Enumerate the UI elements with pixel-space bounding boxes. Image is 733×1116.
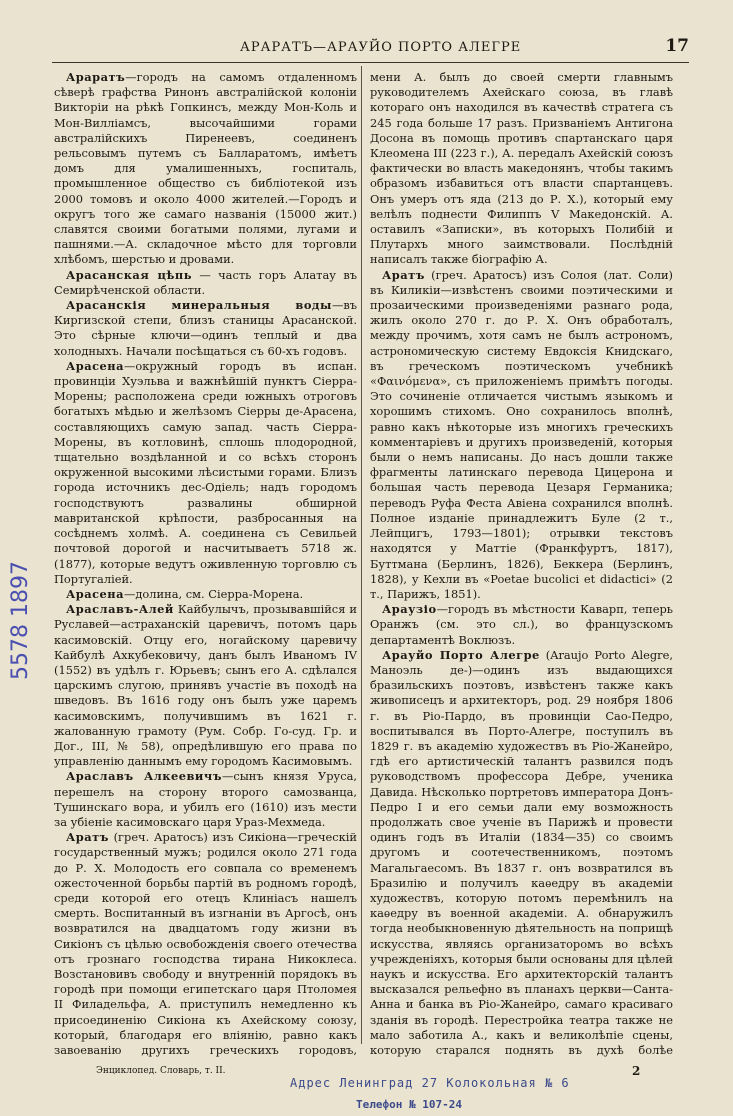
address-stamp: Адрес Ленинград 27 Колокольная № 6 [290,1076,570,1090]
column-divider [361,66,362,1044]
left-column [54,70,357,1058]
entry-text: —городъ на самомъ отдаленномъ сѣверѣ графства Ринонъ австралійской колоніи Викторіи на рѣкѣ Гопкинсъ, между Мон-Коль и Мон-Вилліамсъ, высочайшими горами австралійскихъ Пиренеевъ, соединенъ рельсовымъ путемъ съ Балларатомъ, имѣетъ домъ для умалишенныхъ, госпиталь, промышленное общество съ библіотекой изъ 2000 томовъ и около 4000 жителей.—Городъ и округъ того же самаго названія (15000 жит.) славятся своими богатыми полями, лугами и пашнями.—А. складочное мѣсто для торговли хлѣбомъ, шерстью и дровами. [54,70,357,267]
page-number: 17 [665,36,689,56]
footer-signature: Энциклопед. Словарь, т. II. [96,1066,226,1076]
entry-paragraph [54,587,357,602]
entry-paragraph [54,70,357,268]
entry-headword: Арасанская цѣпь [66,267,192,282]
phone-stamp: Телефон № 107-24 [356,1098,462,1111]
margin-note-text: 5578 1897 [8,561,33,680]
entry-text: —сынъ князя Уруса, перешелъ на сторону второго самозванца, Тушинскаго вора, и убилъ его (1610) изъ мести за убіеніе касимовскаго царя Ураз-Мехмеда. [54,769,357,829]
sheet-number: 2 [632,1064,641,1078]
entry-text: —долина, см. Сіерра-Морена. [124,586,304,601]
entry-headword: Арасена [66,358,125,373]
entry-text: — часть горъ Алатау въ Семирѣченской области. [54,267,357,297]
entry-headword: Араратъ [66,70,126,84]
entry-paragraph [54,298,357,359]
entry-text: Кайбулычъ, прозывавшійся и Руславей—астраханскій царевичъ, потомъ царь касимовскій. Отцу его, ногайскому царевичу Кайбулѣ Ахкубековичу, данъ былъ Иваномъ IV (1552) въ удѣлъ г. Юрьевъ; сынъ его А. сдѣлался царскимъ слугою, принявъ участіе въ походѣ на шведовъ. Въ 1616 году онъ былъ уже царемъ касимовскимъ, получившимъ въ 1621 г. жалованную грамоту (Рум. Собр. Го-суд. Гр. и Дог., III, № 58), опредѣлившую его права по управленію даннымъ ему городомъ Касимовымъ. [54,602,357,769]
entry-paragraph [370,648,673,1058]
entry-paragraph [54,830,357,1058]
entry-headword: Арасена [66,586,125,601]
entry-text: (греч. Аратосъ) изъ Солоя (лат. Соли) въ Киликіи—извѣстенъ своими поэтическими и прозаическими произведеніями разнаго рода, жилъ около 270 г. до Р. Х. Онъ обработалъ, между прочимъ, хотя самъ не былъ астрономъ, астрономическую систему Евдоксія Книдскаго, въ греческомъ поэтическомъ учебникѣ «Φαινόμενα», съ приложеніемъ примѣтъ погоды. Это сочиненіе отличается чистымъ языкомъ и хорошимъ стихомъ. Оно сохранилось вполнѣ, равно какъ нѣкоторые изъ многихъ греческихъ комментаріевъ и другихъ произведеній, которыя были о немъ написаны. До насъ дошли также фрагменты латинскаго перевода Цицерона и большая часть перевода Цезаря Германика; переводъ Руфа Феста Авіена сохранился вполнѣ. Полное изданіе принадлежитъ Буле (2 т., Лейпцигъ, 1793—1801); отрывки текстовъ находятся у Маттіе (Франкфуртъ, 1817), Буттмана (Берлинъ, 1826), Беккера (Берлинъ, 1828), у Кехли въ «Poetae bucolici et didactici» (2 т., Парижъ, 1851). [370,267,673,601]
entry-headword: Араузіо [382,602,437,617]
entry-text: мени А. былъ до своей смерти главнымъ руководителемъ Ахейскаго союза, въ главѣ котораго онъ находился въ качествѣ стратега съ 245 года больше 17 разъ. Призваніемъ Антигона Досона въ помощь противъ спартанскаго царя Клеомена III (223 г.), А. передалъ Ахейскій союзъ фактически во власть македонянъ, чтобы такимъ образомъ избавиться отъ власти спартанцевъ. Онъ умеръ отъ яда (213 до Р. Х.), который ему велѣлъ поднести Филиппъ V Македонскій. А. оставилъ «Записки», въ которыхъ Полибій и Плутархъ много заимствовали. Послѣдній написалъ также біографію А. [370,70,673,267]
entry-headword: Аратъ [66,830,109,845]
header-rule [52,62,689,63]
entry-text: —окружный городъ въ испан. провинціи Хуэльва и важнѣйшій пунктъ Сіерра-Морены; расположена среди южныхъ отроговъ богатыхъ мѣдью и желѣзомъ Сіерры де-Арасена, составляющихъ самую запад. часть Сіерра-Морены, въ котловинѣ, сплошь плодородной, тщательно воздѣланной и со всѣхъ сторонъ окруженной высокими лѣсистыми горами. Близъ города источникъ дес-Одіель; надъ городомъ господствуютъ развалины обширной мавританской крѣпости, разбросанныя на сосѣднемъ холмѣ. А. соединена съ Севильей почтовой дорогой и насчитываетъ 5718 ж. (1877), которые ведутъ оживленную торговлю съ Португаліей. [54,358,357,586]
entry-paragraph [370,70,673,268]
entry-text: (греч. Аратосъ) изъ Сикіона—греческій государственный мужъ; родился около 271 года до Р. Х. Молодость его совпала со временемъ ожесточенной борьбы партій въ родномъ городѣ, среди которой его отецъ Клиніасъ нашелъ смерть. Воспитанный въ изгнаніи въ Аргосѣ, онъ возвратился на двадцатомъ году жизни въ Сикіонъ съ цѣлью освобожденія своего отечества отъ грознаго господства тирана Никоклеса. Возстановивъ свободу и внутренній порядокъ въ городѣ при помощи египетскаго царя Птоломея II Филадельфа, А. приступилъ немедленно къ присоединенію Сикіона къ Ахейскому союзу, который, благодаря его вліянію, равно какъ завоеванію другихъ греческихъ городовъ, [54,830,357,1057]
entry-paragraph [370,268,673,602]
entry-text: —въ Киргизской степи, близъ станицы Арасанской. Это сѣрные ключи—одинъ теплый и два холодныхъ. Начали посѣщаться съ 60-хъ годовъ. [54,298,357,358]
entry-headword: Араславъ-Алей [66,602,174,617]
entry-headword: Аратъ [382,267,425,282]
entry-text: —городъ въ мѣстности Каварп, теперь Оранжъ (см. это сл.), во французскомъ департаментѣ Воклюзъ. [370,602,673,647]
entry-paragraph [54,359,357,587]
entry-paragraph [54,268,357,298]
entry-paragraph [370,602,673,648]
entry-headword: Арасанскія минеральныя воды [66,298,332,313]
entry-paragraph [54,769,357,830]
entry-paragraph [54,602,357,769]
entry-headword: Арауйо Порто Алегре [382,647,540,662]
entry-headword: Араславъ Алкеевичъ [66,769,222,784]
entry-text: (Araujo Porto Alegre, Маноэль де-)—одинъ изъ выдающихся бразильскихъ поэтовъ, извѣстенъ также какъ живописецъ и архитекторъ, род. 29 ноября 1806 г. въ Ріо-Пардо, въ провинціи Сао-Педро, воспитывался въ Порто-Алегре, поступилъ въ 1829 г. въ академію художествъ въ Ріо-Жанейро, гдѣ его артистическій талантъ развился подъ руководствомъ профессора Дебре, ученика Давида. Нѣсколько портретовъ императора Донъ-Педро I и его семьи дали ему возможность продолжать свое ученіе въ Парижѣ и провести одинъ годъ въ Италіи (1834—35) со своимъ другомъ и соотечественникомъ, поэтомъ Магальгаесомъ. Въ 1837 г. онъ возвратился въ Бразилію и получилъ каѳедру въ академіи художествъ, которую потомъ перемѣнилъ на каѳедру въ военной академіи. А. обнаружилъ тогда необыкновенную дѣятельность на поприщѣ искусства, являясь организаторомъ во всѣхъ учрежденіяхъ, которыя были основаны для цѣлей наукъ и искусства. Его архитекторскій талантъ высказался рельефно въ планахъ церкви—Санта-Анна и банка въ Ріо-Жанейро, самаго красиваго зданія въ городѣ. Перестройка театра также не мало заботила А., какъ и великолѣпіе сцены, которую старался поднять въ духѣ болѣе [370,647,673,1057]
handwritten-margin-note [2,470,46,690]
running-head: АРАРАТЪ—АРАУЙО ПОРТО АЛЕГРЕ [240,40,522,55]
right-column [370,70,673,1058]
